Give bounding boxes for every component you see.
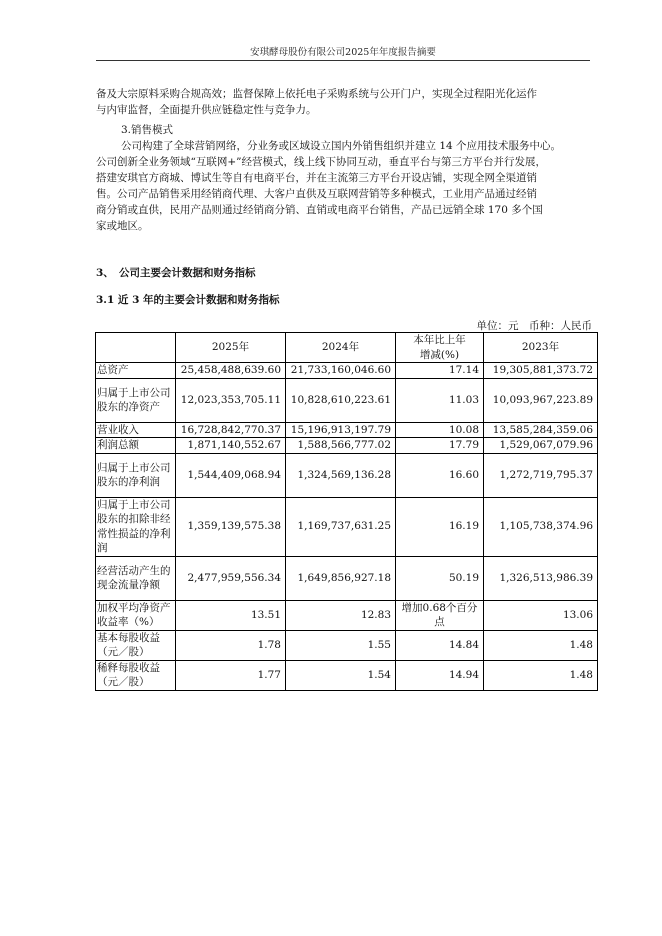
cell-2023: 1.48	[484, 660, 598, 690]
cell-2025: 1,544,409,068.94	[176, 453, 286, 497]
cell-2024: 15,196,913,197.79	[286, 422, 396, 438]
header-divider	[96, 60, 590, 61]
sales-paragraph	[96, 138, 593, 234]
cell-change: 16.60	[396, 453, 484, 497]
cell-2023: 1.48	[484, 630, 598, 660]
cell-2023: 13.06	[484, 600, 598, 630]
cell-2025: 2,477,959,556.34	[176, 556, 286, 600]
cell-change: 10.08	[396, 422, 484, 438]
table-row	[96, 453, 598, 497]
sales-line: 商分销或直供，民用产品则通过经销商分销、直销或电商平台销售，产品已远销全球 170 多个国	[96, 204, 543, 216]
row-label: 总资产	[96, 363, 176, 379]
row-label: 营业收入	[96, 422, 176, 438]
cell-2025: 16,728,842,770.37	[176, 422, 286, 438]
cell-change: 50.19	[396, 556, 484, 600]
cell-2025: 1.77	[176, 660, 286, 690]
sales-line: 售。公司产品销售采用经销商代理、大客户直供及互联网营销等多种模式，工业用产品通过经销	[96, 188, 537, 200]
header-cell-2025: 2025年	[176, 333, 286, 363]
sales-line: 公司构建了全球营销网络，分业务或区域设立国内外销售组织并建立 14 个应用技术服务中心。	[121, 140, 562, 152]
table-row	[96, 378, 598, 422]
cell-2024: 10,828,610,223.61	[286, 378, 396, 422]
cell-2025: 1,359,139,575.38	[176, 497, 286, 556]
financial-table	[95, 332, 598, 691]
cell-2024: 1,588,566,777.02	[286, 438, 396, 454]
row-label: 归属于上市公司股东的扣除非经常性损益的净利润	[96, 497, 176, 556]
row-label: 经营活动产生的现金流量净额	[96, 556, 176, 600]
section-3-1-title: 3.1 近 3 年的主要会计数据和财务指标	[96, 294, 280, 306]
cell-2025: 1,871,140,552.67	[176, 438, 286, 454]
cell-2024: 1.54	[286, 660, 396, 690]
cell-change: 11.03	[396, 378, 484, 422]
cell-2023: 19,305,881,373.72	[484, 363, 598, 379]
table-row	[96, 497, 598, 556]
cell-2025: 25,458,488,639.60	[176, 363, 286, 379]
cell-change: 14.84	[396, 630, 484, 660]
cell-change: 14.94	[396, 660, 484, 690]
cell-2024: 1.55	[286, 630, 396, 660]
intro-line: 与内审监督，全面提升供应链稳定性与竞争力。	[96, 104, 317, 116]
table-row	[96, 422, 598, 438]
row-label: 归属于上市公司股东的净资产	[96, 378, 176, 422]
table-row	[96, 600, 598, 630]
cell-2025: 12,023,353,705.11	[176, 378, 286, 422]
table-row	[96, 660, 598, 690]
cell-2023: 1,272,719,795.37	[484, 453, 598, 497]
sales-line: 搭建安琪官方商城、博试生等自有电商平台，并在主流第三方平台开设店铺，实现全网全渠道销	[96, 172, 537, 184]
row-label: 归属于上市公司股东的净利润	[96, 453, 176, 497]
row-label: 利润总额	[96, 438, 176, 454]
cell-2024: 21,733,160,046.60	[286, 363, 396, 379]
cell-2025: 1.78	[176, 630, 286, 660]
cell-2023: 1,529,067,079.96	[484, 438, 598, 454]
unit-line: 单位：元 币种：人民币	[476, 320, 592, 332]
header-cell-2023: 2023年	[484, 333, 598, 363]
cell-2023: 1,326,513,986.39	[484, 556, 598, 600]
table-header-row	[96, 333, 598, 363]
cell-2024: 12.83	[286, 600, 396, 630]
cell-2023: 1,105,738,374.96	[484, 497, 598, 556]
header-cell-2024: 2024年	[286, 333, 396, 363]
section-3-title: 3、 公司主要会计数据和财务指标	[96, 267, 256, 279]
intro-paragraph	[96, 86, 593, 118]
cell-2024: 1,649,856,927.18	[286, 556, 396, 600]
cell-2024: 1,169,737,631.25	[286, 497, 396, 556]
row-label: 基本每股收益（元／股）	[96, 630, 176, 660]
sales-line: 家或地区。	[96, 220, 149, 232]
intro-line: 备及大宗原料采购合规高效；监督保障上依托电子采购系统与公开门户，实现全过程阳光化运作	[96, 88, 537, 100]
table-row	[96, 363, 598, 379]
cell-2023: 10,093,967,223.89	[484, 378, 598, 422]
cell-change: 17.79	[396, 438, 484, 454]
table-row	[96, 630, 598, 660]
cell-2025: 13.51	[176, 600, 286, 630]
cell-change: 16.19	[396, 497, 484, 556]
cell-2024: 1,324,569,136.28	[286, 453, 396, 497]
row-label: 稀释每股收益（元／股）	[96, 660, 176, 690]
cell-change: 17.14	[396, 363, 484, 379]
table-row	[96, 556, 598, 600]
header-cell-blank	[96, 333, 176, 363]
page-header: 安琪酵母股份有限公司2025年年度报告摘要	[250, 47, 436, 58]
header-cell-change: 本年比上年 增减(%)	[396, 333, 484, 363]
cell-change: 增加0.68个百分点	[396, 600, 484, 630]
sales-line: 公司创新全业务领域“互联网+”经营模式，线上线下协同互动，垂直平台与第三方平台并行发展，	[96, 156, 547, 168]
table-row	[96, 438, 598, 454]
sales-heading: 3.销售模式	[121, 124, 174, 136]
row-label: 加权平均净资产收益率（%）	[96, 600, 176, 630]
cell-2023: 13,585,284,359.06	[484, 422, 598, 438]
